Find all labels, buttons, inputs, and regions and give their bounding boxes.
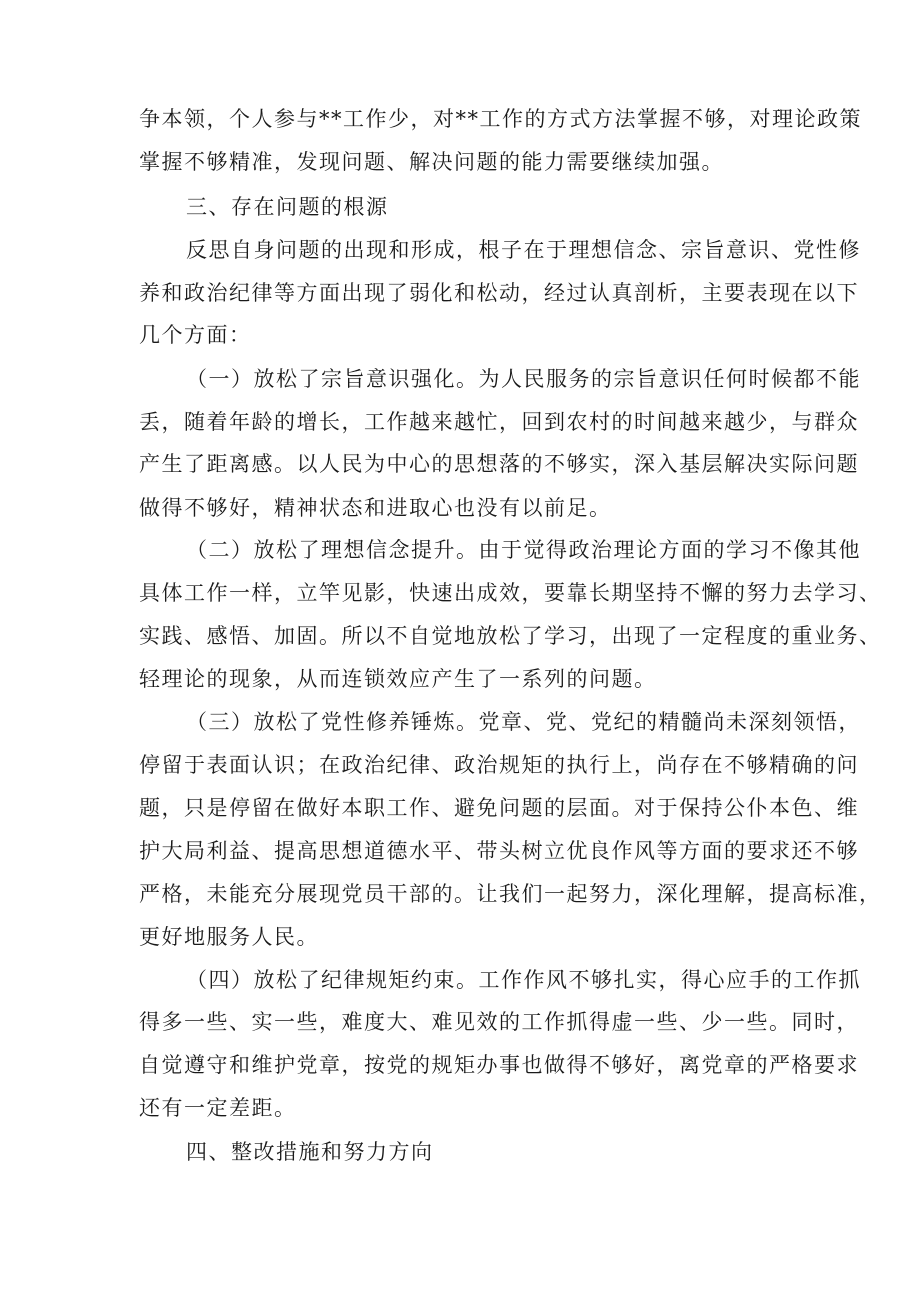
subsection-line: （二）放松了理想信念提升。由于觉得政治理论方面的学习不像其他 — [186, 538, 861, 562]
section-heading: 三、存在问题的根源 — [186, 195, 389, 219]
text-line: 更好地服务人民。 — [139, 925, 319, 949]
text-line: 掌握不够精准，发现问题、解决问题的能力需要继续加强。 — [139, 150, 724, 174]
text-line: 几个方面： — [139, 323, 252, 347]
text-line: 轻理论的现象，从而连锁效应产生了一系列的问题。 — [139, 667, 657, 691]
text-line: 丢，随着年龄的增长，工作越来越忙，回到农村的时间越来越少，与群众 — [139, 410, 859, 434]
subsection-line: （一）放松了宗旨意识强化。为人民服务的宗旨意识任何时候都不能 — [186, 367, 861, 391]
text-line: 反思自身问题的出现和形成，根子在于理想信念、宗旨意识、党性修 — [186, 238, 861, 262]
text-line: 严格，未能充分展现党员干部的。让我们一起努力，深化理解，提高标准， — [139, 882, 882, 906]
section-heading: 四、整改措施和努力方向 — [186, 1140, 434, 1164]
text-line: 停留于表面认识；在政治纪律、政治规矩的执行上，尚存在不够精确的问 — [139, 753, 859, 777]
text-line: 做得不够好，精神状态和进取心也没有以前足。 — [139, 496, 612, 520]
subsection-line: （三）放松了党性修养锤炼。党章、党、党纪的精髓尚未深刻领悟， — [186, 710, 861, 734]
text-line: 题，只是停留在做好本职工作、避免问题的层面。对于保持公仆本色、维 — [139, 796, 859, 820]
subsection-line: （四）放松了纪律规矩约束。工作作风不够扎实，得心应手的工作抓 — [186, 968, 861, 992]
text-line: 争本领，个人参与**工作少，对**工作的方式方法掌握不够，对理论政策 — [139, 107, 862, 131]
text-line: 养和政治纪律等方面出现了弱化和松动，经过认真剖析，主要表现在以下 — [139, 281, 859, 305]
text-line: 自觉遵守和维护党章，按党的规矩办事也做得不够好，离党章的严格要求 — [139, 1053, 859, 1077]
text-line: 具体工作一样，立竿见影，快速出成效，要靠长期坚持不懈的努力去学习、 — [139, 581, 882, 605]
text-line: 产生了距离感。以人民为中心的思想落的不够实，深入基层解决实际问题 — [139, 452, 859, 476]
text-line: 护大局利益、提高思想道德水平、带头树立优良作风等方面的要求还不够 — [139, 839, 859, 863]
text-line: 实践、感悟、加固。所以不自觉地放松了学习，出现了一定程度的重业务、 — [139, 624, 882, 648]
text-line: 得多一些、实一些，难度大、难见效的工作抓得虚一些、少一些。同时， — [139, 1010, 859, 1034]
text-line: 还有一定差距。 — [139, 1096, 297, 1120]
